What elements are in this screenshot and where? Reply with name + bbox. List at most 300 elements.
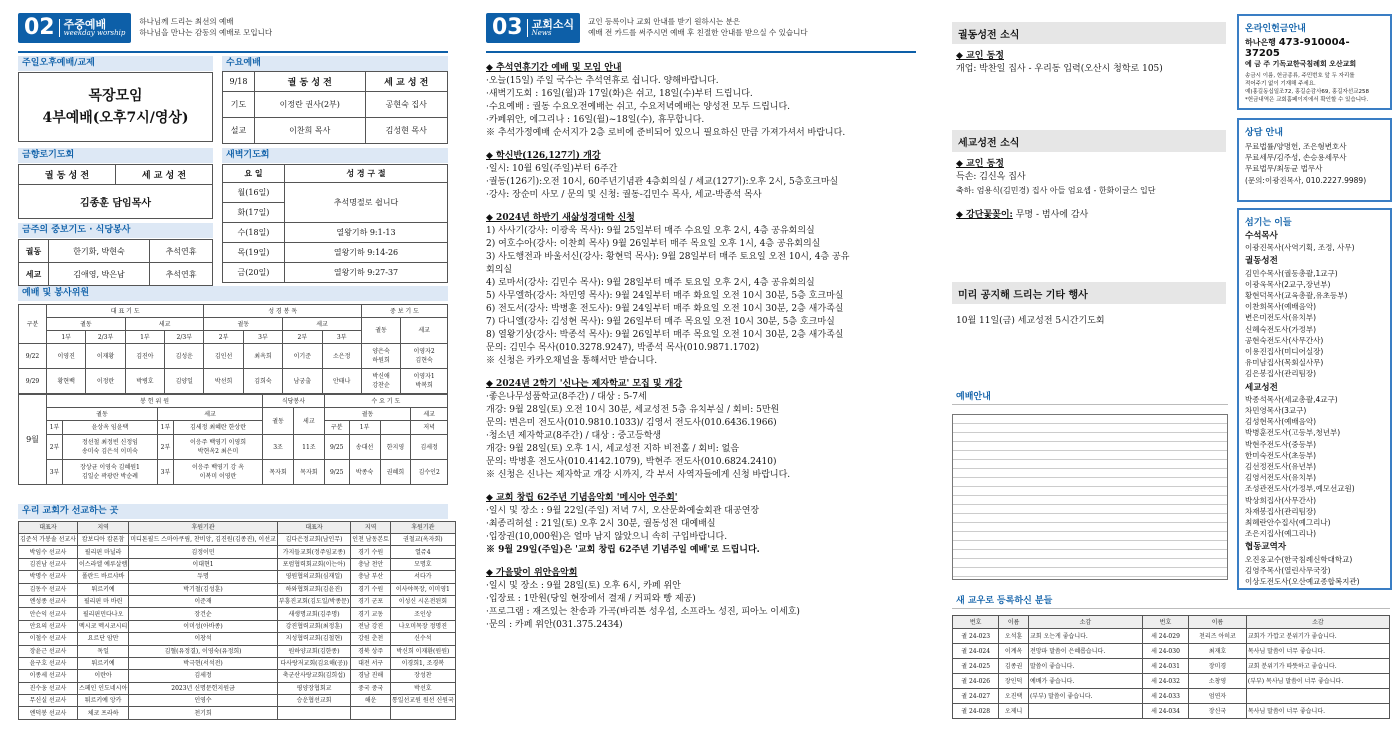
svc-cell: 박병호 bbox=[125, 369, 164, 394]
missions-table bbox=[18, 521, 456, 720]
newcomer-cell: 장인덕 bbox=[999, 674, 1029, 689]
missions-head: 대표자 bbox=[277, 522, 350, 534]
page3-header bbox=[486, 13, 808, 43]
staff-line: 최혜란안수집사(예그리나) bbox=[1245, 518, 1331, 528]
meal-cell: 궐동 bbox=[19, 240, 49, 263]
mission-cell: 박극현(서석전) bbox=[129, 657, 278, 669]
svc-head: 궐동 bbox=[204, 318, 283, 331]
offering-line: 송금시 이름, 헌금종류, 주민번호 앞 두 자리를 bbox=[1245, 73, 1355, 79]
mission-cell: 안슨익 선교사 bbox=[19, 608, 78, 620]
mission-cell: 평양장협회교 bbox=[277, 682, 350, 694]
news-heading: ◆ 추석연휴기간 예배 및 모임 안내 bbox=[486, 63, 622, 73]
svc-cell: 윤상옥 임윤택 bbox=[63, 421, 158, 435]
newcomer-cell: 최재호 bbox=[1189, 644, 1247, 659]
missions-head: 후원기관 bbox=[129, 522, 278, 534]
flower-value: 무명 - 범사에 감사 bbox=[1012, 210, 1089, 220]
svc-cell: 3부 bbox=[47, 460, 63, 485]
dawn-day: 수(18일) bbox=[223, 223, 285, 243]
news-line: ·일시: 10월 6일(주일)부터 6주간 bbox=[486, 164, 618, 174]
svc-head: 대 표 기 도 bbox=[47, 305, 204, 318]
svc-head: 2부 bbox=[283, 331, 322, 344]
mission-cell: 이준재 bbox=[129, 595, 278, 607]
svc-head: 세교 bbox=[283, 318, 362, 331]
staff-line: 황현덕목사(교육총괄,유초등부) bbox=[1245, 291, 1348, 301]
newcomer-cell: 세 24-030 bbox=[1142, 644, 1188, 659]
dawn-day: 금(20일) bbox=[223, 263, 285, 283]
news-heading: ◆ 학신반(126,127기) 개강 bbox=[486, 151, 601, 161]
svc-cell: 이기준 bbox=[283, 344, 322, 369]
missions-head: 후원기관 bbox=[390, 522, 455, 534]
news-line: ·최종리허설 : 21일(토) 오후 2시 30분, 궐동성전 대예배실 bbox=[486, 519, 716, 529]
newcomer-head: 소감 bbox=[1028, 616, 1142, 629]
newcomer-head: 소감 bbox=[1246, 616, 1389, 629]
staff-line: 변은미전도사(유치부) bbox=[1245, 313, 1317, 323]
mission-cell: 스페인 인도네시아 bbox=[77, 682, 128, 694]
mission-cell: 새생명교회(김주명) bbox=[277, 608, 350, 620]
missions-head: 대표자 bbox=[19, 522, 78, 534]
mission-cell: 박신희 이재환(원원) bbox=[390, 645, 455, 657]
mission-cell: 원하양교회(김한종) bbox=[277, 645, 350, 657]
mission-cell: 지성협력교회(김철현) bbox=[277, 633, 350, 645]
newcomer-head: 번호 bbox=[1142, 616, 1188, 629]
newcomer-cell: 소창영 bbox=[1189, 674, 1247, 689]
svc-cell: 1부 bbox=[47, 421, 63, 435]
mission-cell: 경북 상주 bbox=[351, 645, 391, 657]
intro-line: 하나님께 드리는 최선의 예배 bbox=[139, 17, 234, 27]
staff-line: 이상도전도사(오산예교종합복지관) bbox=[1245, 577, 1360, 587]
staff-line: 공현숙전도사(사무간사) bbox=[1245, 335, 1324, 345]
mission-cell: 김세정 bbox=[129, 670, 278, 682]
newcomer-cell: 궐 24-027 bbox=[953, 689, 999, 704]
news-line: ·수요예배 : 궐동 수요오전예배는 쉬고, 수요저녁예배는 양성전 모두 드립니다. bbox=[486, 102, 791, 112]
news-line: ·입장권(10,000원)은 얼마 남지 않았으니 속히 구입바랍니다. bbox=[486, 532, 728, 542]
news-line: ·좋은나무성품학교(8주간) / 대상 : 5-7세 bbox=[486, 392, 647, 402]
afternoon-line2: 4부예배(오후7시/영상) bbox=[42, 110, 189, 126]
service-bottom-table bbox=[18, 394, 448, 485]
newcomer-head: 이름 bbox=[1189, 616, 1247, 629]
newcomer-cell: 궐 24-025 bbox=[953, 659, 999, 674]
mission-cell: 무신실 선교사 bbox=[19, 695, 78, 707]
svc-cell: 김양일 bbox=[165, 369, 204, 394]
staff-section: 협동교역자 bbox=[1245, 542, 1287, 553]
svc-head bbox=[380, 421, 411, 435]
fri-preacher: 김종훈 담임목사 bbox=[19, 185, 213, 219]
svc-cell: 목자회 bbox=[293, 460, 324, 485]
mission-cell: 김준석 가봉솔 선교사 bbox=[19, 534, 78, 546]
mission-cell: 박기철(김성훈) bbox=[129, 583, 278, 595]
staff-box bbox=[1237, 208, 1392, 590]
mission-cell bbox=[277, 707, 350, 719]
mission-cell: 강원 춘천 bbox=[351, 633, 391, 645]
mission-cell: 이철수 선교사 bbox=[19, 633, 78, 645]
intro-line: 예배 전 카드를 써주시면 예배 후 친절한 안내를 받으실 수 있습니다 bbox=[588, 28, 808, 37]
staff-line: 김선정전도사(유년부) bbox=[1245, 462, 1317, 472]
page3-badge bbox=[486, 13, 580, 43]
mission-cell: 이란아 bbox=[77, 670, 128, 682]
svc-cell: 김세정 bbox=[411, 435, 448, 460]
fri-col: 세 교 성 전 bbox=[116, 165, 213, 185]
newcomer-cell: 세 24-034 bbox=[1142, 704, 1188, 719]
segyo-heading: ◆ 교인 동정 bbox=[956, 159, 1004, 169]
newcomer-cell: 교회 오는게 좋습니다. bbox=[1028, 629, 1142, 644]
dawn-day: 화(17일) bbox=[223, 203, 285, 223]
news-line: ·강사: 장순미 사모 / 문의 및 신청: 궐동-김민수 목사, 세교-박종석 목사 bbox=[486, 190, 762, 200]
missions-head: 지역 bbox=[77, 522, 128, 534]
svc-cell: 박종숙 bbox=[349, 460, 380, 485]
mission-cell: 박선호 bbox=[390, 682, 455, 694]
newcomer-cell: 오제니 bbox=[999, 704, 1029, 719]
newcomer-cell: 세 24-029 bbox=[1142, 629, 1188, 644]
mission-cell: 가지들교회(정주임교종) bbox=[277, 546, 350, 558]
staff-line: 박현주전도사(중등부) bbox=[1245, 439, 1317, 449]
notice-title: 미리 공지해 드리는 기타 행사 bbox=[952, 282, 1226, 304]
mission-cell: 김진남 선교사 bbox=[19, 558, 78, 570]
mission-cell: 두명 bbox=[129, 571, 278, 583]
staff-line: 한미숙전도사(초등부) bbox=[1245, 450, 1317, 460]
mission-cell: 필리핀 마닐라 bbox=[77, 546, 128, 558]
meal-cell: 추석연휴 bbox=[150, 240, 213, 263]
svc-cell: 이영자1 박복희 bbox=[401, 369, 448, 394]
dawn-verse: 열왕기하 9:27-37 bbox=[285, 263, 448, 283]
staff-section: 궐동성전 bbox=[1245, 256, 1278, 267]
counsel-line: (문의:이광진목사, 010.2227.9989) bbox=[1245, 175, 1367, 185]
counsel-line: 무료법률/양명헌, 조은형변호사 bbox=[1245, 142, 1347, 151]
service-label: 예배 및 봉사위원 bbox=[18, 286, 448, 301]
mission-cell: 박명수 선교사 bbox=[19, 571, 78, 583]
wed-col: 궐 동 성 전 bbox=[255, 72, 366, 92]
mission-cell: 안요의 선교사 bbox=[19, 620, 78, 632]
mission-cell: 강진협력교회(최정훈) bbox=[277, 620, 350, 632]
svc-head: 구분 bbox=[19, 305, 47, 344]
offering-line: *헌금내역은 교회홈페이지에서 확인할 수 있습니다. bbox=[1245, 97, 1369, 103]
staff-line: 차민영목사(3교구) bbox=[1245, 406, 1307, 416]
svc-head: 수 요 기 도 bbox=[324, 395, 447, 408]
counsel-title: 상담 안내 bbox=[1245, 128, 1283, 138]
staff-section: 세교성전 bbox=[1245, 382, 1278, 393]
gwol-title: 궐동성전 소식 bbox=[952, 22, 1226, 44]
svc-head: 세교 bbox=[157, 408, 262, 421]
meal-cell: 김애영, 박은남 bbox=[49, 263, 150, 286]
mission-cell: 진수웅 선교사 bbox=[19, 682, 78, 694]
mission-cell: 전남 강진 bbox=[351, 620, 391, 632]
svc-head: 2/3부 bbox=[165, 331, 204, 344]
newcomer-cell: (부부) 말씀이 좋습니다. bbox=[1028, 689, 1142, 704]
mission-cell: 포럼협력회교회(이는아) bbox=[277, 558, 350, 570]
news-line: 문의: 김민수 목사(010.3278.9247), 박종석 목사(010.9871.1702) bbox=[486, 343, 760, 353]
news-line: 6) 전도서(강사: 박병훈 전도사): 9월 24일부터 매주 화요일 오전 10시 30분, 2층 새가족실 bbox=[486, 304, 844, 314]
section-title: 주중예배 bbox=[63, 17, 107, 31]
news-line: 2) 여호수아(강사: 이찬희 목사) 9월 26일부터 매주 목요일 오후 1시, 4층 공유회의실 bbox=[486, 239, 821, 249]
newcomer-cell: 장미경 bbox=[1189, 659, 1247, 674]
mission-cell: 장건순 bbox=[129, 608, 278, 620]
mission-cell: 이스라엘 예루살렘 bbox=[77, 558, 128, 570]
section-title: 교회소식 bbox=[531, 17, 575, 31]
flower-heading: ◆ 강단꽃꽂이: bbox=[956, 210, 1013, 220]
fri-col: 궐 동 성 전 bbox=[19, 165, 116, 185]
counsel-box bbox=[1237, 118, 1392, 202]
newcomer-cell: 궐 24-026 bbox=[953, 674, 999, 689]
svc-cell: 송대선 bbox=[349, 435, 380, 460]
mission-cell: 나오미목장 정명진 bbox=[390, 620, 455, 632]
svc-cell: 김수인2 bbox=[411, 460, 448, 485]
news-line: 1) 사사기(강사: 이광욱 목사): 9월 25일부터 매주 수요일 오후 2시, 4층 공유회의실 bbox=[486, 226, 815, 236]
staff-title: 섬기는 이들 bbox=[1245, 218, 1292, 228]
svc-cell: 9/25 bbox=[324, 460, 349, 485]
mission-cell: 캄보디아 캄폰참 bbox=[77, 534, 128, 546]
svc-cell: 3부 bbox=[157, 460, 173, 485]
news-heading: ◆ 교회 창립 62주년 기념음악회 '메시아 연주회' bbox=[486, 493, 678, 503]
newcomer-cell: 목사님 말씀이 너무 좋습니다. bbox=[1246, 644, 1389, 659]
newcomer-cell: 김종권 bbox=[999, 659, 1029, 674]
newcomer-cell: 목사님 말씀이 너무 좋습니다. bbox=[1246, 704, 1389, 719]
svc-cell: 목자회 bbox=[263, 460, 294, 485]
news-heading: ◆ 2024년 2학기 '신나는 제자학교' 모집 및 개강 bbox=[486, 379, 683, 389]
news-line: ·일시 및 장소 : 9월 22일(주일) 저녁 7시, 오산문화예술회관 대공연장 bbox=[486, 506, 760, 516]
staff-line: 김은봉집사(관리팀장) bbox=[1245, 369, 1317, 379]
staff-line: 조은지집사(예그리나) bbox=[1245, 529, 1317, 539]
staff-line: 조성관전도사(가정부,예모선교원) bbox=[1245, 484, 1355, 494]
newcomer-cell: 궐 24-024 bbox=[953, 644, 999, 659]
mission-cell: 경남 진해 bbox=[351, 670, 391, 682]
notice-line: 10월 11일(금) 세교성전 5시간기도회 bbox=[956, 316, 1105, 326]
news-heading: ◆ 2024년 하반기 새삶성경대학 신청 bbox=[486, 213, 635, 223]
segyo-title: 세교성전 소식 bbox=[952, 130, 1226, 152]
dawn-verse: 열왕기하 9:1-13 bbox=[285, 223, 448, 243]
news-line: ※ 9월 29일(주일)은 '교회 창립 62주년 기념주일 예배'로 드립니다. bbox=[486, 545, 760, 555]
wed-cell: 기도 bbox=[223, 92, 255, 118]
missions-head: 지역 bbox=[351, 522, 391, 534]
svc-cell: 한지영 bbox=[380, 435, 411, 460]
mission-cell: 엔성종 선교사 bbox=[19, 595, 78, 607]
staff-line: 유미남집사(목회실사무) bbox=[1245, 358, 1324, 368]
svc-cell: 이응주 백영기 이영희 박현옥2 최은미 bbox=[173, 435, 262, 460]
svc-head: 세교 bbox=[411, 408, 448, 421]
section-subtitle-en: News bbox=[531, 29, 552, 38]
newcomer-cell: 전망파 말씀이 은혜롭습니다. bbox=[1028, 644, 1142, 659]
mission-cell: 장성찬 bbox=[390, 670, 455, 682]
mission-cell: 경기 수원 bbox=[351, 546, 391, 558]
news-line: 7) 다니엘(강사: 김성현 목사): 9월 26일부터 매주 목요일 오전 10시 30분, 5층 호크마실 bbox=[486, 317, 835, 327]
segyo-line: 득손: 김신옥 집사 bbox=[956, 172, 1026, 182]
svc-cell: 황현백 bbox=[47, 369, 86, 394]
news-line: ·오늘(15일) 주일 국수는 추석연휴로 쉽니다. 양해바랍니다. bbox=[486, 76, 719, 86]
mission-cell: 엔덕봉 선교사 bbox=[19, 707, 78, 719]
svc-cell: 9/29 bbox=[19, 369, 47, 394]
staff-section: 수석목사 bbox=[1245, 231, 1278, 241]
svc-head: 궐동 bbox=[361, 318, 400, 344]
newcomer-head: 이름 bbox=[999, 616, 1029, 629]
newcomer-cell: 세 24-032 bbox=[1142, 674, 1188, 689]
staff-line: 이광진목사(사역기획, 조정, 사무) bbox=[1245, 243, 1355, 253]
mission-cell: 모명호 bbox=[390, 558, 455, 570]
intro-line: 교인 등록이나 교회 안내를 받기 원하시는 분은 bbox=[588, 17, 741, 27]
svc-head: 1부 bbox=[125, 331, 164, 344]
newcomer-cell: (부부) 목사님 말씀이 너무 좋습니다. bbox=[1246, 674, 1389, 689]
segyo-line: 축하: 엄용식(김민경) 집사 아들 엄요셉 - 한화이글스 입단 bbox=[956, 186, 1156, 195]
svc-cell: 이영진 bbox=[47, 344, 86, 369]
mission-cell: 이종세 선교사 bbox=[19, 670, 78, 682]
mission-cell: 튀르키예 bbox=[77, 583, 128, 595]
friday-label: 금향로기도회 bbox=[18, 148, 213, 163]
newcomer-cell: 엄연자 bbox=[1189, 689, 1247, 704]
wed-cell: 김성현 목사 bbox=[365, 118, 447, 144]
svc-cell: 11조 bbox=[293, 435, 324, 460]
wed-date: 9/18 bbox=[223, 72, 255, 92]
staff-line: 김민수목사(궐동총괄,1교구) bbox=[1245, 268, 1338, 278]
wed-cell: 설교 bbox=[223, 118, 255, 144]
mission-cell: 장윤근 선교사 bbox=[19, 645, 78, 657]
mission-cell: 이경희1, 조경복 bbox=[390, 657, 455, 669]
dawn-head: 성 경 구 절 bbox=[285, 165, 448, 183]
newcomers-table bbox=[952, 615, 1390, 719]
mission-cell: 김동수 선교사 bbox=[19, 583, 78, 595]
mission-cell: 부흥진교회(김도일/박종문) bbox=[277, 595, 350, 607]
mission-cell: 튀르키예 앙카 bbox=[77, 695, 128, 707]
wed-cell: 공현숙 집사 bbox=[365, 92, 447, 118]
news-line: 8) 열왕기상(강사: 박종석 목사): 9월 26일부터 매주 목요일 오전 10시 30분, 2층 새가족실 bbox=[486, 330, 844, 340]
dawn-label: 새벽기도회 bbox=[222, 148, 448, 163]
dawn-day: 월(16일) bbox=[223, 183, 285, 203]
page2-header bbox=[18, 13, 272, 43]
svc-cell: 박선희 bbox=[204, 369, 243, 394]
svc-cell: 김세정 최혜란 한상란 bbox=[173, 421, 262, 435]
svc-head: 저녁 bbox=[411, 421, 448, 435]
news-list bbox=[486, 62, 916, 632]
news-line: ·궐동(126기):오전 10시, 60주년기념관 4층회의실 / 세교(127기):오후 2시, 5층호크마실 bbox=[486, 177, 839, 187]
news-line: ·프로그램 : 재즈있는 찬송과 가곡(바리톤 성우섭, 소프라노 성진, 피아노 이세호) bbox=[486, 607, 800, 617]
news-line: ※ 추석가정예배 순서지가 2층 로비에 준비되어 있으니 필요하신 만큼 가져가셔서 바랍니다. bbox=[486, 128, 846, 138]
svc-cell: 2부 bbox=[47, 435, 63, 460]
missions-label: 우리 교회가 선교하는 곳 bbox=[18, 504, 448, 519]
staff-line: 김성현목사(예배음악) bbox=[1245, 417, 1317, 427]
mission-cell: 경기 교동 bbox=[351, 608, 391, 620]
mission-cell: 통일선교원 원선 신원국 bbox=[390, 695, 455, 707]
staff-line: 박상희집사(사무간사) bbox=[1245, 495, 1317, 505]
mission-cell: 미디톤필드 스마아쿠림, 찬비앙, 김진원(김종진), 이선교 bbox=[129, 534, 278, 546]
mission-cell: 중국 중국 bbox=[351, 682, 391, 694]
counsel-line: 무료세무/김주성, 손승용세무사 bbox=[1245, 153, 1347, 163]
wed-cell: 이정란 권사(2부) bbox=[255, 92, 366, 118]
svc-head: 궐동 bbox=[263, 408, 294, 435]
mission-cell: 영원협의교회(심재일) bbox=[277, 571, 350, 583]
meal-table bbox=[18, 239, 213, 286]
mission-cell: 승운협선교회 bbox=[277, 695, 350, 707]
mission-cell: 충남 천안 bbox=[351, 558, 391, 570]
wed-cell: 이찬희 목사 bbox=[255, 118, 366, 144]
news-line: ※ 신청은 카카오채널을 통해서만 받습니다. bbox=[486, 356, 658, 366]
svc-cell: 3조 bbox=[263, 435, 294, 460]
news-line: ※ 신청은 신나는 제자학교 개강 시까지, 각 부서 사역자들에게 신청 바랍니다. bbox=[486, 470, 791, 480]
svc-head: 1부 bbox=[349, 421, 380, 435]
counsel-line: 무료법무/최동균 법무사 bbox=[1245, 164, 1323, 174]
svc-cell: 김성운 bbox=[165, 344, 204, 369]
svc-month: 9월 bbox=[19, 395, 47, 485]
news-line: 5) 사무엘하(강사: 차민영 목사): 9월 24일부터 매주 화요일 오전 10시 30분, 5층 호크마실 bbox=[486, 291, 844, 301]
account-number: 473-910004-37205 bbox=[1245, 37, 1350, 59]
dawn-table bbox=[222, 164, 448, 283]
mission-cell: 해운 bbox=[351, 695, 391, 707]
mission-cell: 대전 서구 bbox=[351, 657, 391, 669]
mission-cell bbox=[390, 707, 455, 719]
news-line: 문의: 변은미 전도사(010.9810.1033)/ 김영서 전도사(010.6436.1966) bbox=[486, 418, 777, 428]
staff-line: 이찬희목사(예배음악) bbox=[1245, 302, 1317, 312]
svc-cell: 박신애 강찬순 bbox=[361, 369, 400, 394]
svc-cell: 권혜희 bbox=[380, 460, 411, 485]
mission-cell: 이사야목장, 이미영1 bbox=[390, 583, 455, 595]
news-line: 3) 사도행전과 바울서신(강사: 황현덕 목사): 9월 28일부터 매주 토요일 오전 10시, 4층 공유 bbox=[486, 252, 850, 262]
mission-cell: 이대현1 bbox=[129, 558, 278, 570]
mission-cell: 인천 남동본토 bbox=[351, 534, 391, 546]
wednesday-label: 수요예배 bbox=[222, 56, 448, 71]
newcomer-cell: 장신국 bbox=[1189, 704, 1247, 719]
svc-cell: 1부 bbox=[157, 421, 173, 435]
staff-line: 김영주목사(열린사무국장) bbox=[1245, 565, 1331, 575]
staff-line: 이광욱목사(2교구,장년부) bbox=[1245, 279, 1331, 289]
mission-cell: 김혈(유정결), 이영숙(유정희) bbox=[129, 645, 278, 657]
newcomers-label: 새 교우로 등록하신 분들 bbox=[952, 594, 1390, 609]
meal-label: 금주의 중보기도 · 식당봉사 bbox=[18, 223, 213, 238]
newcomer-cell bbox=[1246, 689, 1389, 704]
afternoon-label: 주일오후예배/교제 bbox=[18, 56, 213, 71]
mission-cell: 천기희 bbox=[129, 707, 278, 719]
svc-head: 세교 bbox=[401, 318, 448, 344]
svc-cell: 남궁출 bbox=[283, 369, 322, 394]
worship-schedule-table bbox=[952, 414, 1228, 580]
newcomer-cell: 세 24-033 bbox=[1142, 689, 1188, 704]
svc-cell: 이정란 bbox=[86, 369, 125, 394]
section-subtitle-en: weekday worship bbox=[63, 29, 126, 38]
segyo-news bbox=[956, 158, 1226, 222]
newcomer-cell: 말씀이 좋습니다. bbox=[1028, 659, 1142, 674]
svc-head: 2/3부 bbox=[86, 331, 125, 344]
svc-cell: 이재황 bbox=[86, 344, 125, 369]
svc-head: 세교 bbox=[293, 408, 324, 435]
news-line: 개강: 9월 28일(토) 오후 1시, 세교성전 지하 비전홀 / 회비: 없음 bbox=[486, 444, 740, 454]
svc-cell: 이영자2 김현숙 bbox=[401, 344, 448, 369]
staff-line: 신혜숙전도사(가정부) bbox=[1245, 324, 1317, 334]
dawn-verse: 추석명절로 쉽니다 bbox=[285, 183, 448, 223]
news-line: 4) 로마서(강사: 김민수 목사): 9월 28일부터 매주 토요일 오후 2시, 4층 공유회의실 bbox=[486, 278, 815, 288]
news-line: ·카페위안, 에그리나 : 16일(월)~18일(수), 휴무합니다. bbox=[486, 115, 705, 125]
staff-line: 박종석목사(세교총괄,4교구) bbox=[1245, 394, 1338, 404]
svc-cell: 안태나 bbox=[322, 369, 361, 394]
page2-badge bbox=[18, 13, 131, 43]
mission-cell: 폴란드 바르샤바 bbox=[77, 571, 128, 583]
mission-cell: 경기 군포 bbox=[351, 595, 391, 607]
mission-cell: 이미성(아바종) bbox=[129, 620, 278, 632]
svc-cell: 장상균 이영숙 김혜원1 김일순 곽광란 박순례 bbox=[63, 460, 158, 485]
newcomer-cell: 교회 분위기가 따뜻하고 좋습니다. bbox=[1246, 659, 1389, 674]
svc-head: 궐동 bbox=[324, 408, 411, 421]
svc-head: 3부 bbox=[322, 331, 361, 344]
svc-head: 궐동 bbox=[47, 408, 158, 421]
newcomer-cell: 오진택 bbox=[999, 689, 1029, 704]
mission-cell: 인영수 bbox=[129, 695, 278, 707]
mission-cell: 튀르키예 bbox=[77, 657, 128, 669]
dawn-day: 목(19일) bbox=[223, 243, 285, 263]
mission-cell: 권철교(옥자회) bbox=[390, 534, 455, 546]
meal-cell: 한기화, 박현숙 bbox=[49, 240, 150, 263]
mission-cell: 박임수 선교사 bbox=[19, 546, 78, 558]
offering-line: 예)홍길동십일조72, 홍길순감사69, 홍길자선교258 bbox=[1245, 89, 1369, 95]
news-line: ·새벽기도회 : 16일(월)과 17일(화)은 쉬고, 18일(수)부터 드립니다. bbox=[486, 89, 753, 99]
mission-cell: 서다가 bbox=[390, 571, 455, 583]
svc-head: 2부 bbox=[204, 331, 243, 344]
svc-cell: 이응주 백영기 강 옥 이복미 이영란 bbox=[173, 460, 262, 485]
dawn-head: 요 일 bbox=[223, 165, 285, 183]
mission-cell: 2023년 신명문헌지원금 bbox=[129, 682, 278, 694]
svc-head: 성 경 봉 독 bbox=[204, 305, 361, 318]
